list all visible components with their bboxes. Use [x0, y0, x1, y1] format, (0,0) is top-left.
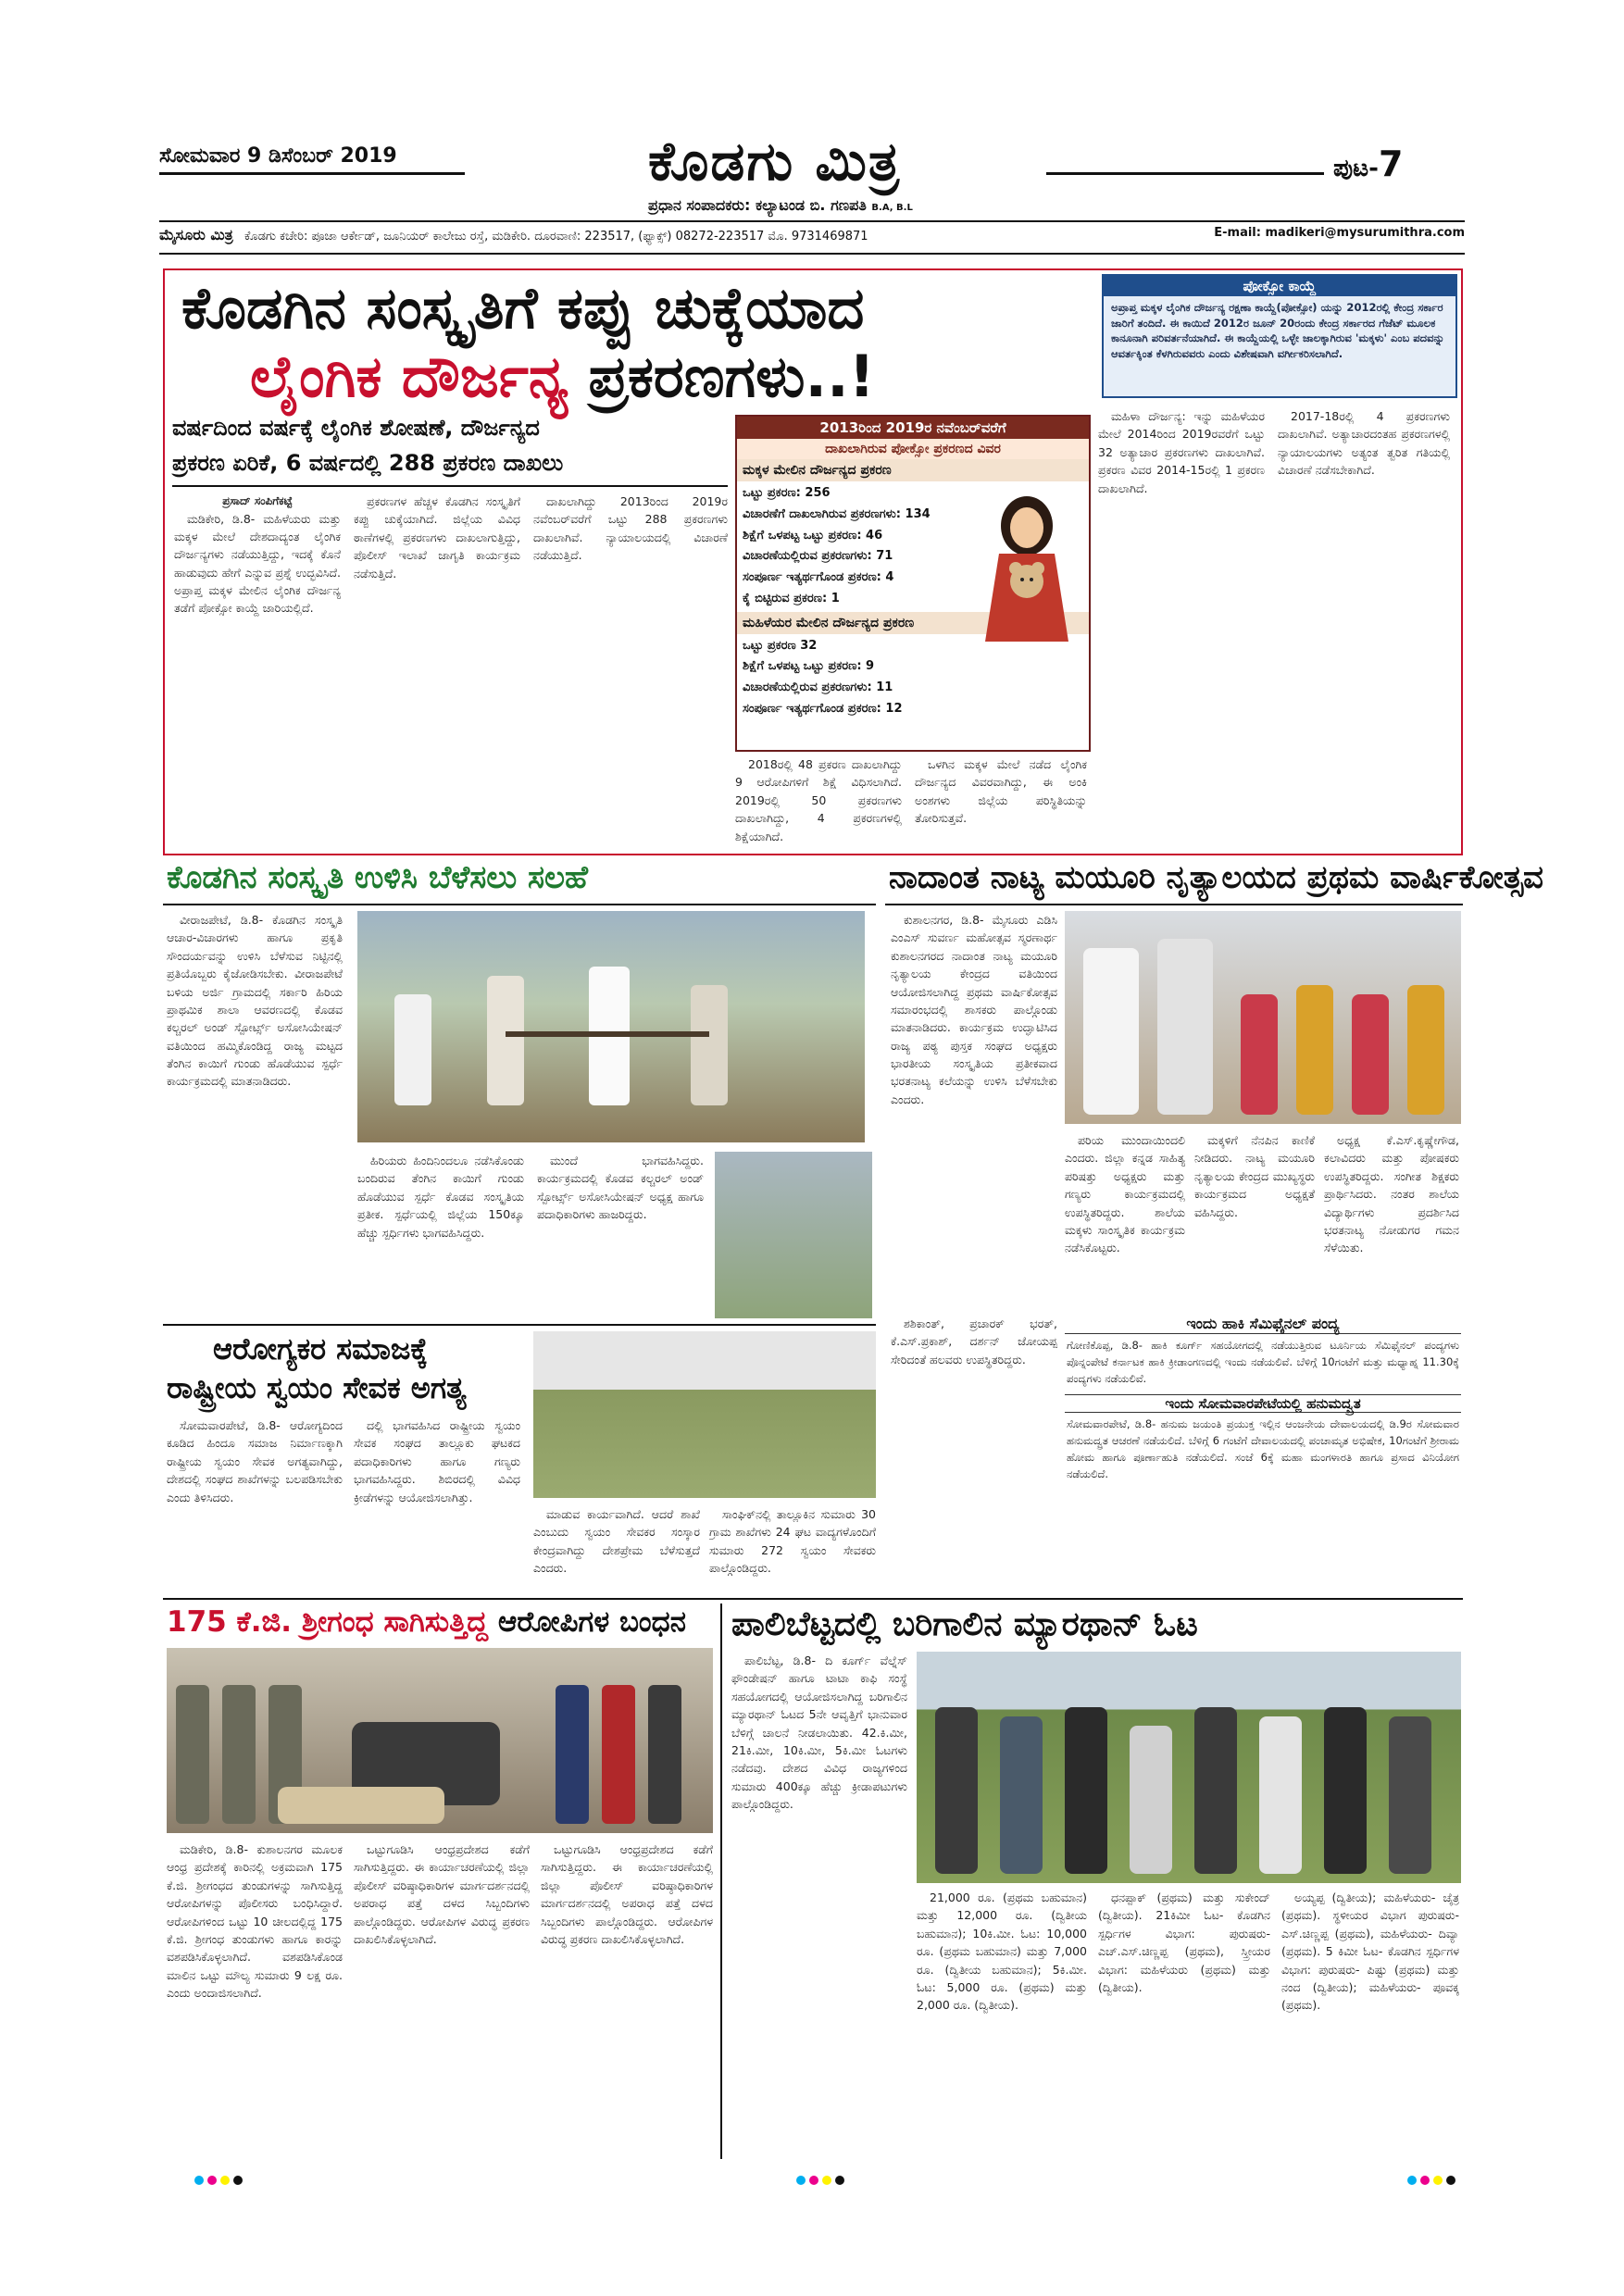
stats-row: ಸಂಪೂರ್ಣ ಇತ್ಯರ್ಥಗೊಂಡ ಪ್ರಕರಣ: 12: [743, 701, 903, 716]
bottom-section-rule: [163, 1598, 1463, 1600]
page-number-label: [1333, 144, 1403, 184]
culture-column-3: [537, 1152, 704, 1318]
lead-col3-text: ದಾಖಲಾಗಿದ್ದು 2013ರಿಂದ 2019ರ ನವೆಂಬರ್‌ವರೆಗೆ ಒಟ್ಟು 288 ಪ್ರಕರಣಗಳು ದಾಖಲಾಗಿವೆ. ನ್ಯಾಯಾಲಯದಲ್ಲಿ ವಿಚಾರಣೆ ನಡೆಯುತ್ತಿದೆ.: [533, 494, 728, 563]
registration-marks-center: [796, 2171, 848, 2189]
marathon-column-4: [1281, 1889, 1459, 2157]
rss-column-2: [354, 1416, 520, 1592]
culture-photo: [357, 911, 865, 1142]
culture-headline: ಕೊಡಗಿನ ಸಂಸ್ಕೃತಿ ಉಳಿಸಿ ಬೆಳೆಸಲು ಸಲಹೆ: [167, 859, 588, 896]
natya-column-4: [1324, 1131, 1459, 1307]
black-dot: [233, 2176, 243, 2185]
registration-marks-right: [1407, 2171, 1459, 2189]
sandal-col1-text: ಮಡಿಕೇರಿ, ಡಿ.8- ಕುಶಾಲನಗರ ಮೂಲಕ ಆಂಧ್ರ ಪ್ರದೇಶಕ್ಕೆ ಕಾರಿನಲ್ಲಿ ಅಕ್ರಮವಾಗಿ 175 ಕೆ.ಜಿ. ಶ್ರೀಗಂಧದ ತುಂಡುಗಳನ್ನು ಸಾಗಿಸುತ್ತಿದ್ದ ಆರೋಪಿಗಳನ್ನು ಪೊಲೀಸರು ಬಂಧಿಸಿದ್ದಾರೆ. ಆರೋಪಿಗಳಿಂದ ಒಟ್ಟು 10 ಚೀಲದಲ್ಲಿದ್ದ 175 ಕೆ.ಜಿ. ಶ್ರೀಗಂಧ ತುಂಡುಗಳು ಹಾಗೂ ಕಾರನ್ನು ವಶಪಡಿಸಿಕೊಳ್ಳಲಾಗಿದೆ. ವಶಪಡಿಸಿಕೊಂಡ ಮಾಲಿನ ಒಟ್ಟು ಮೌಲ್ಯ ಸುಮಾರು 9 ಲಕ್ಷ ರೂ. ಎಂದು ಅಂದಾಜಿಸಲಾಗಿದೆ.: [167, 1842, 343, 2000]
lead-col1-text: ಮಡಿಕೇರಿ, ಡಿ.8- ಮಹಿಳೆಯರು ಮತ್ತು ಮಕ್ಕಳ ಮೇಲೆ ದೇಶದಾದ್ಯಂತ ಲೈಂಗಿಕ ದೌರ್ಜನ್ಯಗಳು ನಡೆಯುತ್ತಿದ್ದು, ಇದಕ್ಕೆ ಕೊನೆ ಹಾಡುವುದು ಹೇಗೆ ಎನ್ನುವ ಪ್ರಶ್ನೆ ಉದ್ಭವಿಸಿದೆ. ಅಪ್ರಾಪ್ತ ಮಕ್ಕಳ ಮೇಲಿನ ಲೈಂಗಿಕ ದೌರ್ಜನ್ಯ ತಡೆಗೆ ಪೋಕ್ಸೋ ಕಾಯ್ದೆ ಜಾರಿಯಲ್ಲಿದೆ.: [174, 511, 341, 616]
marathon-col2-text: 21,000 ರೂ. (ಪ್ರಥಮ ಬಹುಮಾನ) ಮತ್ತು 12,000 ರೂ. (ದ್ವಿತೀಯ ಬಹುಮಾನ); 10ಕಿ.ಮೀ. ಓಟ: 10,000 ರೂ. (ಪ್ರಥಮ ಬಹುಮಾನ) ಮತ್ತು 7,000 ರೂ. (ದ್ವಿತೀಯ ಬಹುಮಾನ); 5ಕಿ.ಮೀ. ಓಟ: 5,000 ರೂ. (ಪ್ರಥಮ) ಮತ್ತು 2,000 ರೂ. (ದ್ವಿತೀಯ).: [917, 1890, 1087, 2013]
pocso-body: ಅಪ್ರಾಪ್ತ ಮಕ್ಕಳ ಲೈಂಗಿಕ ದೌರ್ಜನ್ಯ ರಕ್ಷಣಾ ಕಾಯ್ದೆ(ಪೋಕ್ಸೋ) ಯನ್ನು 2012ರಲ್ಲಿ ಕೇಂದ್ರ ಸರ್ಕಾರ ಜಾರಿಗೆ ತಂದಿದೆ. ಈ ಕಾಯಿದೆ 2012ರ ಜೂನ್ 20ರಂದು ಕೇಂದ್ರ ಸರ್ಕಾರದ ಗೆಜೆಟ್ ಮೂಲಕ ಕಾನೂನಾಗಿ ಪರಿವರ್ತನೆಯಾಗಿದೆ. ಈ ಕಾಯ್ದೆಯಲ್ಲಿ ಒಳ್ಳೇ ಜಾಲಕ್ಕಾಗಿರುವ 'ಮಕ್ಕಳು' ಎಂಬ ಪದವನ್ನು ಆವರ್ತಕ್ಕಿಂತ ಕೆಳಗಿರುವವರು ಎಂದು ವಿಶೇಷವಾಗಿ ವರ್ಗೀಕರಿಸಲಾಗಿದೆ.: [1111, 301, 1445, 361]
hanuma-title: ಇಂದು ಸೋಮವಾರಪೇಟೆಯಲ್ಲಿ ಹನುಮದ್ವ್ರತ: [1065, 1394, 1461, 1413]
hanuma-body: ಸೋಮವಾರಪೇಟೆ, ಡಿ.8- ಹನುಮ ಜಯಂತಿ ಪ್ರಯುಕ್ತ ಇಲ್ಲಿನ ಆಂಜನೇಯ ದೇವಾಲಯದಲ್ಲಿ ಡಿ.9ರ ಸೋಮವಾರ ಹನುಮದ್ವ್ರತ ಆಚರಣೆ ನಡೆಯಲಿದೆ. ಬೆಳಿಗ್ಗೆ 6 ಗಂಟೆಗೆ ದೇವಾಲಯದಲ್ಲಿ ಪಂಚಾಮೃತ ಅಭಿಷೇಕ, 10ಗಂಟೆಗೆ ಶ್ರೀರಾಮ ಹೋಮ ಹಾಗೂ ಪೂರ್ಣಾಹುತಿ ನಡೆಯಲಿದೆ. ಸಂಜೆ 6ಕ್ಕೆ ಮಹಾ ಮಂಗಳಾರತಿ ಹಾಗೂ ಪ್ರಸಾದ ವಿನಿಯೋಗ ನಡೆಯಲಿದೆ.: [1067, 1417, 1459, 1480]
stats-row: ಸಂಪೂರ್ಣ ಇತ್ಯರ್ಥಗೊಂಡ ಪ್ರಕರಣ: 4: [743, 570, 894, 584]
pocso-title: ಪೋಕ್ಸೋ ಕಾಯ್ದೆ: [1104, 276, 1455, 296]
lead-col6-text: ಮಹಿಳಾ ದೌರ್ಜನ್ಯ: ಇನ್ನು ಮಹಿಳೆಯರ ಮೇಲೆ 2014ರಿಂದ 2019ರವರೆಗೆ ಒಟ್ಟು 32 ಅತ್ಯಾಚಾರ ಪ್ರಕರಣಗಳು ದಾಖಲಾಗಿವೆ. ಪ್ರಕರಣ ವಿವರ 2014-15ರಲ್ಲಿ 1 ಪ್ರಕರಣ ದಾಖಲಾಗಿದೆ.: [1098, 409, 1265, 495]
editor-degree: B.A, B.L: [871, 203, 913, 213]
email-address: E-mail: madikeri@mysurumithra.com: [1214, 226, 1465, 240]
girl-with-teddy-illustration: [976, 489, 1078, 646]
contact-bar: [159, 226, 1465, 250]
lead-headline-1: ಕೊಡಗಿನ ಸಂಸ್ಕೃತಿಗೆ ಕಪ್ಪು ಚುಕ್ಕೆಯಾದ: [181, 274, 865, 342]
black-dot: [835, 2176, 844, 2185]
marathon-headline: ಪಾಲಿಬೆಟ್ಟದಲ್ಲಿ ಬರಿಗಾಲಿನ ಮ್ಯಾರಥಾನ್ ಓಟ: [731, 1605, 1198, 1643]
rss-column-3: [533, 1505, 700, 1594]
marathon-column-3: [1098, 1889, 1270, 2157]
natya-col3-text: ಮಕ್ಕಳಿಗೆ ನೆನಪಿನ ಕಾಣಿಕೆ ನೀಡಿದರು. ನಾಟ್ಯ ಮಯೂರಿ ನೃತ್ಯಾಲಯ ಕೇಂದ್ರದ ಮುಖ್ಯಸ್ಥರು ಕಾರ್ಯಕ್ರಮದ ಅಧ್ಯಕ್ಷತೆ ವಹಿಸಿದ್ದರು.: [1194, 1133, 1315, 1219]
lead-headline-red: ಲೈಂಗಿಕ ದೌರ್ಜನ್ಯ: [250, 343, 568, 410]
sandal-headline-black: ಆರೋಪಿಗಳ ಬಂಧನ: [497, 1605, 686, 1639]
yellow-dot: [220, 2176, 230, 2185]
culture-col1-text: ವೀರಾಜಪೇಟೆ, ಡಿ.8- ಕೊಡಗಿನ ಸಂಸ್ಕೃತಿ ಆಚಾರ-ವಿಚಾರಗಳು ಹಾಗೂ ಪ್ರಕೃತಿ ಸೌಂದರ್ಯವನ್ನು ಉಳಿಸಿ ಬೆಳೆಸುವ ನಿಟ್ಟಿನಲ್ಲಿ ಪ್ರತಿಯೊಬ್ಬರು ಕೈಜೋಡಿಸಬೇಕು. ವೀರಾಜಪೇಟೆ ಬಳಿಯ ಅರ್ಜಿ ಗ್ರಾಮದಲ್ಲಿ ಸರ್ಕಾರಿ ಹಿರಿಯ ಪ್ರಾಥಮಿಕ ಶಾಲಾ ಆವರಣದಲ್ಲಿ ಕೊಡವ ಕಲ್ಚರಲ್ ಅಂಡ್ ಸ್ಪೋರ್ಟ್ಸ್ ಅಸೋಸಿಯೇಷನ್ ವತಿಯಿಂದ ಹಮ್ಮಿಕೊಂಡಿದ್ದ ರಾಜ್ಯ ಮಟ್ಟದ ತೆಂಗಿನ ಕಾಯಿಗೆ ಗುಂಡು ಹೊಡೆಯುವ ಸ್ಪರ್ಧೆ ಕಾರ್ಯಕ್ರಮದಲ್ಲಿ ಮಾತನಾಡಿದರು.: [167, 913, 343, 1089]
lead-subhead-1: ವರ್ಷದಿಂದ ವರ್ಷಕ್ಕೆ ಲೈಂಗಿಕ ಶೋಷಣೆ, ದೌರ್ಜನ್ಯದ: [172, 415, 540, 441]
brand-name: ಮೈಸೂರು ಮಿತ್ರ: [159, 226, 233, 243]
stats-row: ಶಿಕ್ಷೆಗೆ ಒಳಪಟ್ಟ ಒಟ್ಟು ಪ್ರಕರಣ: 46: [743, 528, 883, 543]
marathon-col1-text: ಪಾಲಿಬೆಟ್ಟ, ಡಿ.8- ದಿ ಕೂರ್ಗ್ ವೆಲ್ನೆಸ್ ಫೌಂಡೇಷನ್ ಹಾಗೂ ಟಾಟಾ ಕಾಫಿ ಸಂಸ್ಥೆ ಸಹಯೋಗದಲ್ಲಿ ಆಯೋಜಿಸಲಾಗಿದ್ದ ಬರಿಗಾಲಿನ ಮ್ಯಾರಥಾನ್ ಓಟದ 5ನೇ ಆವೃತ್ತಿಗೆ ಭಾನುವಾರ ಬೆಳಿಗ್ಗೆ ಚಾಲನೆ ನೀಡಲಾಯಿತು. 42.ಕಿ.ಮೀ, 21ಕಿ.ಮೀ, 10ಕಿ.ಮೀ, 5ಕಿ.ಮೀ ಓಟಗಳು ನಡೆದವು. ದೇಶದ ವಿವಿಧ ರಾಜ್ಯಗಳಿಂದ ಸುಮಾರು 400ಕ್ಕೂ ಹೆಚ್ಚು ಕ್ರೀಡಾಪಟುಗಳು ಪಾಲ್ಗೊಂಡಿದ್ದರು.: [731, 1653, 907, 1811]
sandal-column-3: [541, 1841, 713, 2155]
natya-headline: ನಾದಾಂತ ನಾಟ್ಯ ಮಯೂರಿ ನೃತ್ಯಾಲಯದ ಪ್ರಥಮ ವಾರ್ಷಿಕೋತ್ಸವ: [889, 859, 1543, 896]
sandal-col3-text: ಒಟ್ಟುಗೂಡಿಸಿ ಆಂಧ್ರಪ್ರದೇಶದ ಕಡೆಗೆ ಸಾಗಿಸುತ್ತಿದ್ದರು. ಈ ಕಾರ್ಯಾಚರಣೆಯಲ್ಲಿ ಜಿಲ್ಲಾ ಪೊಲೀಸ್ ವರಿಷ್ಠಾಧಿಕಾರಿಗಳ ಮಾರ್ಗದರ್ಶನದಲ್ಲಿ ಅಪರಾಧ ಪತ್ತೆ ದಳದ ಸಿಬ್ಬಂದಿಗಳು ಪಾಲ್ಗೊಂಡಿದ್ದರು. ಆರೋಪಿಗಳ ವಿರುದ್ಧ ಪ್ರಕರಣ ದಾಖಲಿಸಿಕೊಳ್ಳಲಾಗಿದೆ.: [541, 1842, 713, 1946]
briefs-box: [1065, 1315, 1461, 1592]
lead-subhead-2: ಪ್ರಕರಣ ಏರಿಕೆ, 6 ವರ್ಷದಲ್ಲಿ 288 ಪ್ರಕರಣ ದಾಖಲು: [172, 450, 564, 476]
culture-col3-text: ಮುಂದೆ ಭಾಗವಹಿಸಿದ್ದರು. ಕಾರ್ಯಕ್ರಮದಲ್ಲಿ ಕೊಡವ ಕಲ್ಚರಲ್ ಅಂಡ್ ಸ್ಪೋರ್ಟ್ಸ್ ಅಸೋಸಿಯೇಷನ್ ಅಧ್ಯಕ್ಷ ಹಾಗೂ ಪದಾಧಿಕಾರಿಗಳು ಹಾಜರಿದ್ದರು.: [537, 1154, 704, 1222]
masthead-rule-left: [159, 172, 465, 175]
magenta-dot: [809, 2176, 818, 2185]
stats-row: ಒಟ್ಟು ಪ್ರಕರಣ 32: [743, 638, 818, 653]
natya-photo: [1065, 911, 1461, 1124]
sandal-headline-red: 175 ಕೆ.ಜಿ. ಶ್ರೀಗಂಧ ಸಾಗಿಸುತ್ತಿದ್ದ: [167, 1605, 489, 1639]
rss-col2-text: ದಲ್ಲಿ ಭಾಗವಹಿಸಿದ ರಾಷ್ಟ್ರೀಯ ಸ್ವಯಂ ಸೇವಕ ಸಂಘದ ತಾಲ್ಲೂಕು ಘಟಕದ ಪದಾಧಿಕಾರಿಗಳು ಹಾಗೂ ಗಣ್ಯರು ಭಾಗವಹಿಸಿದ್ದರು. ಶಿಬಿರದಲ್ಲಿ ವಿವಿಧ ಕ್ರೀಡೆಗಳನ್ನು ಆಯೋಜಿಸಲಾಗಿತ್ತು.: [354, 1418, 520, 1504]
stats-row: ವಿಚಾರಣೆಗೆ ದಾಖಲಾಗಿರುವ ಪ್ರಕರಣಗಳು: 134: [743, 506, 931, 521]
cyan-dot: [1407, 2176, 1417, 2185]
lead-byline: ಪ್ರಸಾದ್ ಸಂಪಿಗೆಕಟ್ಟೆ: [222, 494, 293, 507]
rss-headline-1: ಆರೋಗ್ಯಕರ ಸಮಾಜಕ್ಕೆ: [213, 1331, 429, 1366]
registration-marks-left: [194, 2171, 246, 2189]
editor-name: ಪ್ರಧಾನ ಸಂಪಾದಕರು: ಕಲ್ಯಾಟಂಡ ಬಿ. ಗಣಪತಿ: [648, 196, 867, 214]
marathon-column-1: [731, 1652, 907, 2152]
black-dot: [1446, 2176, 1455, 2185]
sandal-column-1: [167, 1841, 343, 2155]
stats-section-1-list: [737, 481, 970, 612]
page-label: ಪುಟ-: [1333, 155, 1379, 182]
natya-column-2: [1065, 1131, 1185, 1307]
sandal-col2-text: ಒಟ್ಟುಗೂಡಿಸಿ ಆಂಧ್ರಪ್ರದೇಶದ ಕಡೆಗೆ ಸಾಗಿಸುತ್ತಿದ್ದರು. ಈ ಕಾರ್ಯಾಚರಣೆಯಲ್ಲಿ ಜಿಲ್ಲಾ ಪೊಲೀಸ್ ವರಿಷ್ಠಾಧಿಕಾರಿಗಳ ಮಾರ್ಗದರ್ಶನದಲ್ಲಿ ಅಪರಾಧ ಪತ್ತೆ ದಳದ ಸಿಬ್ಬಂದಿಗಳು ಪಾಲ್ಗೊಂಡಿದ್ದರು. ಆರೋಪಿಗಳ ವಿರುದ್ಧ ಪ್ರಕರಣ ದಾಖಲಿಸಿಕೊಳ್ಳಲಾಗಿದೆ.: [354, 1842, 530, 1946]
marathon-col4-text: ಅಯ್ಯಪ್ಪ (ದ್ವಿತೀಯ); ಮಹಿಳೆಯರು- ಚೈತ್ರ (ಪ್ರಥಮ). ಸ್ಥಳೀಯರ ವಿಭಾಗ ಪುರುಷರು- ಎಸ್.ಚಿಣ್ಣಪ್ಪ (ಪ್ರಥಮ), ಮಹಿಳೆಯರು- ದಿವ್ಯಾ (ಪ್ರಥಮ). 5 ಕಿಮೀ ಓಟ- ಕೊಡಗಿನ ಸ್ಪರ್ಧಿಗಳ ವಿಭಾಗ: ಪುರುಷರು- ಪಿಷ್ಟು (ಪ್ರಥಮ) ಮತ್ತು ನಂದ (ದ್ವಿತೀಯ); ಮಹಿಳೆಯರು- ಪೂವಕ್ಕ (ಪ್ರಥಮ).: [1281, 1890, 1459, 2013]
stats-header-1: 2013ರಿಂದ 2019ರ ನವೆಂಬರ್‌ವರೆಗೆ: [737, 417, 1089, 439]
lead-column-2: [354, 493, 520, 844]
subhead-rule: [172, 485, 728, 487]
contact-rule-bottom: [159, 253, 1465, 255]
masthead-rule-right: [1046, 172, 1324, 175]
vertical-divider: [720, 1603, 722, 2159]
page-number: 7: [1378, 144, 1404, 184]
marathon-photo: [917, 1652, 1461, 1883]
lead-column-3: [533, 493, 728, 844]
marathon-col3-text: ಧನಪ್ಪಾಕ್ (ಪ್ರಥಮ) ಮತ್ತು ಸುಕೇಂದ್ (ದ್ವಿತೀಯ). 21ಕಿಮೀ ಓಟ- ಕೊಡಗಿನ ಸ್ಪರ್ಧಿಗಳ ವಿಭಾಗ: ಪುರುಷರು- ಎಚ್.ಎಸ್.ಚಿಣ್ಣಪ್ಪ (ಪ್ರಥಮ), ಸ್ತ್ರೀಯರ ವಿಭಾಗ: ಮಹಿಳೆಯರು (ಪ್ರಥಮ) ಮತ್ತು (ದ್ವಿತೀಯ).: [1098, 1890, 1270, 1994]
natya-rule: [885, 904, 1463, 905]
culture-photo-2: [715, 1152, 872, 1318]
rss-col1-text: ಸೋಮವಾರಪೇಟೆ, ಡಿ.8- ಆರೋಗ್ಯದಿಂದ ಕೂಡಿದ ಹಿಂದೂ ಸಮಾಜ ನಿರ್ಮಾಣಕ್ಕಾಗಿ ರಾಷ್ಟ್ರೀಯ ಸ್ವಯಂ ಸೇವಕ ಅಗತ್ಯವಾಗಿದ್ದು, ದೇಶದಲ್ಲಿ ಸಂಘದ ಶಾಖೆಗಳನ್ನು ಬಲಪಡಿಸಬೇಕು ಎಂದು ತಿಳಿಸಿದರು.: [167, 1418, 343, 1504]
rss-col4-text: ಸಾಂಘಿಕ್‌ನಲ್ಲಿ ತಾಲ್ಲೂಕಿನ ಸುಮಾರು 30 ಗ್ರಾಮ ಶಾಖೆಗಳು 24 ಘಟ ವಾದ್ಯಗಳೊಂದಿಗೆ ಸುಮಾರು 272 ಸ್ವಯಂ ಸೇವಕರು ಪಾಲ್ಗೊಂಡಿದ್ದರು.: [709, 1507, 876, 1576]
rss-column-1: [167, 1416, 343, 1592]
culture-column-1: [167, 911, 343, 1318]
pocso-stats-box: [735, 415, 1091, 752]
hockey-title: ಇಂದು ಹಾಕಿ ಸೆಮಿಫೈನಲ್ ಪಂದ್ಯ: [1065, 1315, 1461, 1334]
lead-column-1: [174, 493, 341, 844]
stats-row: ಕೈ ಬಿಟ್ಟಿರುವ ಪ್ರಕರಣ: 1: [743, 591, 840, 605]
culture-rule: [163, 904, 876, 905]
stats-section-1-title: ಮಕ್ಕಳ ಮೇಲಿನ ದೌರ್ಜನ್ಯದ ಪ್ರಕರಣ: [737, 459, 1089, 481]
rss-column-5: [891, 1315, 1057, 1592]
stats-header-2: ದಾಖಲಾಗಿರುವ ಪೋಕ್ಸೋ ಪ್ರಕರಣದ ವಿವರ: [737, 439, 1089, 459]
paper-name: ಕೊಡಗು ಮಿತ್ರ: [648, 130, 902, 193]
cyan-dot: [796, 2176, 806, 2185]
natya-column-1: [891, 911, 1057, 1300]
natya-column-3: [1194, 1131, 1315, 1307]
pocso-info-box: [1102, 274, 1457, 398]
stats-section-2-title: ಮಹಿಳೆಯರ ಮೇಲಿನ ದೌರ್ಜನ್ಯದ ಪ್ರಕರಣ: [737, 612, 1089, 634]
contact-rule-top: [159, 220, 1465, 222]
natya-col4-text: ಅಧ್ಯಕ್ಷ ಕೆ.ಎಸ್.ಕೃಷ್ಣೇಗೌಡ, ಕಲಾವಿದರು ಮತ್ತು ಪೋಷಕರು ಉಪಸ್ಥಿತರಿದ್ದರು. ಸಂಗೀತ ಶಿಕ್ಷಕರು ಪ್ರಾರ್ಥಿಸಿದರು. ನಂತರ ಶಾಲೆಯ ವಿದ್ಯಾರ್ಥಿಗಳು ಪ್ರದರ್ಶಿಸಿದ ಭರತನಾಟ್ಯ ನೋಡುಗರ ಗಮನ ಸೆಳೆಯಿತು.: [1324, 1133, 1459, 1255]
yellow-dot: [822, 2176, 831, 2185]
natya-col2-text: ಪರಿಯ ಮುಂದಾಯಿಂದಲಿ ಎಂದರು. ಜಿಲ್ಲಾ ಕನ್ನಡ ಸಾಹಿತ್ಯ ಪರಿಷತ್ತು ಅಧ್ಯಕ್ಷರು ಮತ್ತು ಗಣ್ಯರು ಕಾರ್ಯಕ್ರಮದಲ್ಲಿ ಉಪಸ್ಥಿತರಿದ್ದರು. ಶಾಲೆಯ ಮಕ್ಕಳು ಸಾಂಸ್ಕೃತಿಕ ಕಾರ್ಯಕ್ರಮ ನಡೆಸಿಕೊಟ್ಟರು.: [1065, 1133, 1185, 1255]
lead-col4-text: 2018ರಲ್ಲಿ 48 ಪ್ರಕರಣ ದಾಖಲಾಗಿದ್ದು 9 ಆರೋಪಿಗಳಿಗೆ ಶಿಕ್ಷೆ ವಿಧಿಸಲಾಗಿದೆ. 2019ರಲ್ಲಿ 50 ಪ್ರಕರಣಗಳು ದಾಖಲಾಗಿದ್ದು, 4 ಪ್ರಕರಣಗಳಲ್ಲಿ ಶಿಕ್ಷೆಯಾಗಿದೆ.: [735, 757, 902, 843]
stats-row: ಒಟ್ಟು ಪ್ರಕರಣ: 256: [743, 486, 831, 500]
culture-column-2: [357, 1152, 524, 1318]
magenta-dot: [1420, 2176, 1430, 2185]
rss-col3-text: ಮಾಡುವ ಕಾರ್ಯವಾಗಿದೆ. ಆದರೆ ಶಾಖೆ ಎಂಬುದು ಸ್ವಯಂ ಸೇವಕರ ಸಂಸ್ಕಾರ ಕೇಂದ್ರವಾಗಿದ್ದು ದೇಶಪ್ರೇಮ ಬೆಳೆಸುತ್ತದೆ ಎಂದರು.: [533, 1507, 700, 1576]
lead-column-5: [915, 755, 1087, 844]
lead-col5-text: ಒಳಗಿನ ಮಕ್ಕಳ ಮೇಲೆ ನಡೆದ ಲೈಂಗಿಕ ದೌರ್ಜನ್ಯದ ವಿವರವಾಗಿದ್ದು, ಈ ಅಂಕಿ ಅಂಶಗಳು ಜಿಲ್ಲೆಯ ಪರಿಸ್ಥಿತಿಯನ್ನು ತೋರಿಸುತ್ತವೆ.: [915, 757, 1087, 826]
lead-column-4: [735, 755, 902, 844]
lead-col7-text: 2017-18ರಲ್ಲಿ 4 ಪ್ರಕರಣಗಳು ದಾಖಲಾಗಿವೆ. ಅತ್ಯಾಚಾರದಂತಹ ಪ್ರಕರಣಗಳಲ್ಲಿ ನ್ಯಾಯಾಲಯಗಳು ಅತ್ಯಂತ ತ್ವರಿತ ಗತಿಯಲ್ಲಿ ವಿಚಾರಣೆ ನಡೆಸಬೇಕಾಗಿದೆ.: [1278, 409, 1450, 478]
magenta-dot: [207, 2176, 217, 2185]
office-contact: ಕೊಡಗು ಕಚೇರಿ: ಪೂಜಾ ಆರ್ಕೇಡ್, ಜೂನಿಯರ್ ಕಾಲೇಜು ರಸ್ತೆ, ಮಡಿಕೇರಿ. ದೂರವಾಣಿ: 223517, (ಫ್ಯಾಕ್ಸ್) 08272-223517 ಮೊ. 9731469871: [244, 230, 868, 243]
lead-column-7: [1278, 407, 1450, 842]
stats-row: ಶಿಕ್ಷೆಗೆ ಒಳಪಟ್ಟ ಒಟ್ಟು ಪ್ರಕರಣ: 9: [743, 659, 875, 674]
sandal-photo: [167, 1648, 713, 1833]
stats-section-2-list: [737, 634, 1089, 722]
sandal-headline: [167, 1605, 686, 1640]
rss-rule-top: [163, 1324, 876, 1326]
issue-date: ಸೋಮವಾರ 9 ಡಿಸೆಂಬರ್ 2019: [159, 144, 397, 168]
rss-col5-text: ಶಶಿಕಾಂತ್, ಪ್ರಚಾರಕ್ ಭರತ್, ಕೆ.ಎಸ್.ಪ್ರಕಾಶ್, ದರ್ಶನ್ ಜೋಯಪ್ಪ ಸೇರಿದಂತೆ ಹಲವರು ಉಪಸ್ಥಿತರಿದ್ದರು.: [891, 1316, 1057, 1366]
stats-row: ವಿಚಾರಣೆಯಲ್ಲಿರುವ ಪ್ರಕರಣಗಳು: 71: [743, 549, 893, 564]
editor-line: [648, 196, 913, 215]
yellow-dot: [1433, 2176, 1443, 2185]
lead-column-6: [1098, 407, 1265, 842]
lead-headline-black: ಪ್ರಕರಣಗಳು..!: [588, 343, 875, 410]
sandal-column-2: [354, 1841, 530, 2155]
culture-col2-text: ಹಿರಿಯರು ಹಿಂದಿನಿಂದಲೂ ನಡೆಸಿಕೊಂಡು ಬಂದಿರುವ ತೆಂಗಿನ ಕಾಯಿಗೆ ಗುಂಡು ಹೊಡೆಯುವ ಸ್ಪರ್ಧೆ ಕೊಡವ ಸಂಸ್ಕೃತಿಯ ಪ್ರತೀಕ. ಸ್ಪರ್ಧೆಯಲ್ಲಿ ಜಿಲ್ಲೆಯ 150ಕ್ಕೂ ಹೆಚ್ಚು ಸ್ಪರ್ಧಿಗಳು ಭಾಗವಹಿಸಿದ್ದರು.: [357, 1154, 524, 1240]
rss-headline-2: ರಾಷ್ಟ್ರೀಯ ಸ್ವಯಂ ಸೇವಕ ಅಗತ್ಯ: [167, 1370, 467, 1405]
natya-col1-text: ಕುಶಾಲನಗರ, ಡಿ.8- ಮೈಸೂರು ಎಡಿಸಿ ಎಂಎಸ್ ಸುವರ್ಣ ಮಹೋತ್ಸವ ಸ್ಮರಣಾರ್ಥ ಕುಶಾಲನಗರದ ನಾದಾಂತ ನಾಟ್ಯ ಮಯೂರಿ ನೃತ್ಯಾಲಯ ಕೇಂದ್ರದ ವತಿಯಿಂದ ಆಯೋಜಿಸಲಾಗಿದ್ದ ಪ್ರಥಮ ವಾರ್ಷಿಕೋತ್ಸವ ಸಮಾರಂಭದಲ್ಲಿ ಶಾಸಕರು ಪಾಲ್ಗೊಂಡು ಮಾತನಾಡಿದರು. ಕಾರ್ಯಕ್ರಮ ಉದ್ಘಾಟಿಸಿದ ರಾಜ್ಯ ಪಠ್ಯ ಪುಸ್ತಕ ಸಂಘದ ಅಧ್ಯಕ್ಷರು ಭಾರತೀಯ ಸಂಸ್ಕೃತಿಯ ಪ್ರತೀಕವಾದ ಭರತನಾಟ್ಯ ಕಲೆಯನ್ನು ಉಳಿಸಿ ಬೆಳೆಸಬೇಕು ಎಂದರು.: [891, 913, 1057, 1106]
cyan-dot: [194, 2176, 204, 2185]
lead-col2-text: ಪ್ರಕರಣಗಳ ಹೆಚ್ಚಳ ಕೊಡಗಿನ ಸಂಸ್ಕೃತಿಗೆ ಕಪ್ಪು ಚುಕ್ಕೆಯಾಗಿದೆ. ಜಿಲ್ಲೆಯ ವಿವಿಧ ಠಾಣೆಗಳಲ್ಲಿ ಪ್ರಕರಣಗಳು ದಾಖಲಾಗುತ್ತಿದ್ದು, ಪೊಲೀಸ್ ಇಲಾಖೆ ಜಾಗೃತಿ ಕಾರ್ಯಕ್ರಮ ನಡೆಸುತ್ತಿದೆ.: [354, 494, 520, 580]
rss-column-4: [709, 1505, 876, 1594]
rss-photo: [533, 1331, 876, 1498]
stats-row: ವಿಚಾರಣೆಯಲ್ಲಿರುವ ಪ್ರಕರಣಗಳು: 11: [743, 680, 893, 694]
marathon-column-2: [917, 1889, 1087, 2157]
hockey-body: ಗೋಣಿಕೊಪ್ಪ, ಡಿ.8- ಹಾಕಿ ಕೂರ್ಗ್ ಸಹಯೋಗದಲ್ಲಿ ನಡೆಯುತ್ತಿರುವ ಟೂರ್ನಿಯ ಸೆಮಿಫೈನಲ್ ಪಂದ್ಯಗಳು ಪೊನ್ನಂಪೇಟೆ ಕರ್ನಾಟಕ ಹಾಕಿ ಕ್ರೀಡಾಂಗಣದಲ್ಲಿ ಇಂದು ನಡೆಯಲಿವೆ. ಬೆಳಿಗ್ಗೆ 10ಗಂಟೆಗೆ ಮತ್ತು ಮಧ್ಯಾಹ್ನ 11.30ಕ್ಕೆ ಪಂದ್ಯಗಳು ನಡೆಯಲಿವೆ.: [1067, 1339, 1459, 1385]
lead-headline-2: [250, 343, 875, 411]
